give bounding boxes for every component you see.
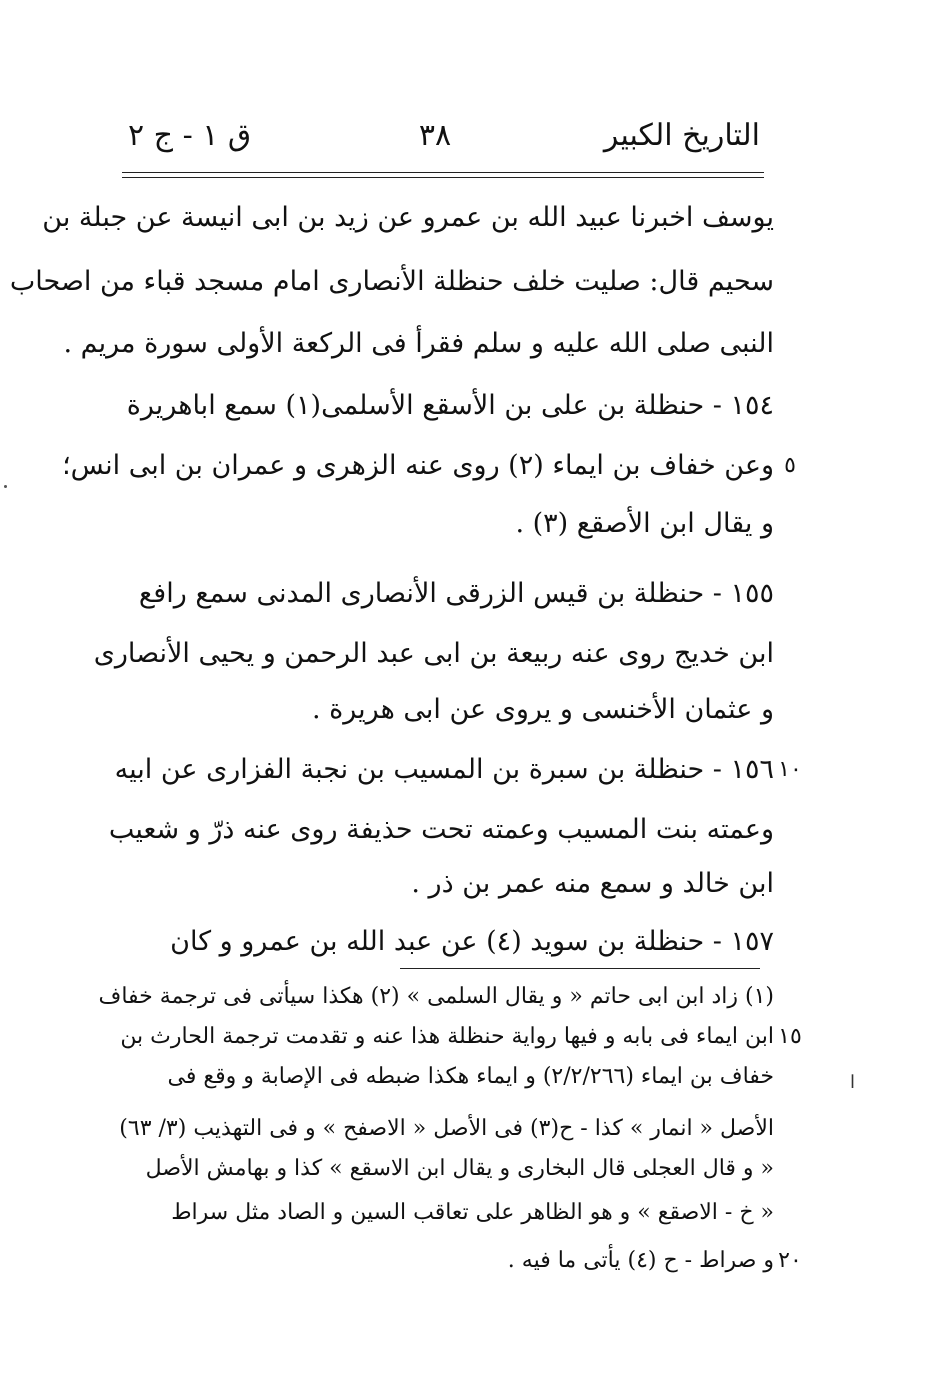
footnote-line-5: « و قال العجلى قال البخارى و يقال ابن الاسقع » كذا و بهامش الأصل (145, 1156, 774, 1181)
entry-155-line: ١٥٥ - حنظلة بن قيس الزرقى الأنصارى المدنى سمع رافع (138, 578, 774, 609)
margin-line-number-10: ١٠ (778, 757, 802, 782)
text-line-11: وعمته بنت المسيب وعمته تحت حذيفة روى عنه ذرّ و شعيب (108, 814, 774, 845)
margin-line-number-5: ٥ (784, 453, 796, 478)
header-rule-bottom (122, 177, 764, 178)
footnote-line-1: (١) زاد ابن ابى حاتم « و يقال السلمى » (٢) هكذا سيأتى فى ترجمة خفاف (98, 984, 774, 1009)
footnote-line-2: ابن ايماء فى بابه و فيها رواية حنظلة هذا عنه و تقدمت ترجمة الحارث بن (120, 1024, 774, 1049)
entry-154-line: ١٥٤ - حنظلة بن على بن الأسقع الأسلمى(١) سمع اباهريرة (126, 390, 774, 421)
header-rule-top (122, 172, 764, 173)
margin-mark: ا (850, 1072, 856, 1093)
footnote-line-6: « خ - الاصقع » و هو الظاهر على تعاقب السين و الصاد مثل سراط (171, 1200, 774, 1225)
volume-indicator: ق ١ - ج ٢ (128, 118, 252, 153)
page-number: ٣٨ (418, 118, 452, 153)
scan-speck (4, 485, 7, 488)
text-line-2: سحيم قال: صليت خلف حنظلة الأنصارى امام مسجد قباء من اصحاب (9, 266, 774, 297)
text-line-12: ابن خالد و سمع منه عمر بن ذر . (411, 868, 774, 899)
footnote-line-3: خفاف بن ايماء (٢/٢/٢٦٦) و ايماء هكذا ضبطه فى الإصابة و وقع فى (167, 1064, 774, 1089)
text-line-9: و عثمان الأخنسى و يروى عن ابى هريرة . (311, 694, 774, 725)
text-line-6: و يقال ابن الأصقع (٣) . (515, 508, 774, 539)
text-line-1: يوسف اخبرنا عبيد الله بن عمرو عن زيد بن ابى انيسة عن جبلة بن (42, 202, 774, 233)
entry-156-line: ١٥٦ - حنظلة بن سبرة بن المسيب بن نجبة الفزارى عن ابيه (114, 754, 774, 785)
margin-line-number-15: ١٥ (778, 1024, 802, 1049)
footnote-rule (400, 968, 760, 969)
text-line-5: وعن خفاف بن ايماء (٢) روى عنه الزهرى و عمران بن ابى انس؛ (62, 450, 774, 481)
running-title: التاريخ الكبير (603, 118, 760, 153)
entry-157-line: ١٥٧ - حنظلة بن سويد (٤) عن عبد الله بن عمرو و كان (170, 926, 774, 957)
footnote-line-4: الأصل « انمار » كذا - ح(٣) فى الأصل « الاصفح » و فى التهذيب (٣/ ٦٣) (119, 1116, 774, 1141)
margin-line-number-20: ٢٠ (778, 1248, 802, 1273)
footnote-line-7: و صراط - ح (٤) يأتى ما فيه . (507, 1248, 774, 1273)
text-line-3: النبى صلى الله عليه و سلم فقرأ فى الركعة الأولى سورة مريم . (63, 328, 774, 359)
text-line-8: ابن خديج روى عنه ربيعة بن ابى عبد الرحمن و يحيى الأنصارى (93, 638, 774, 669)
